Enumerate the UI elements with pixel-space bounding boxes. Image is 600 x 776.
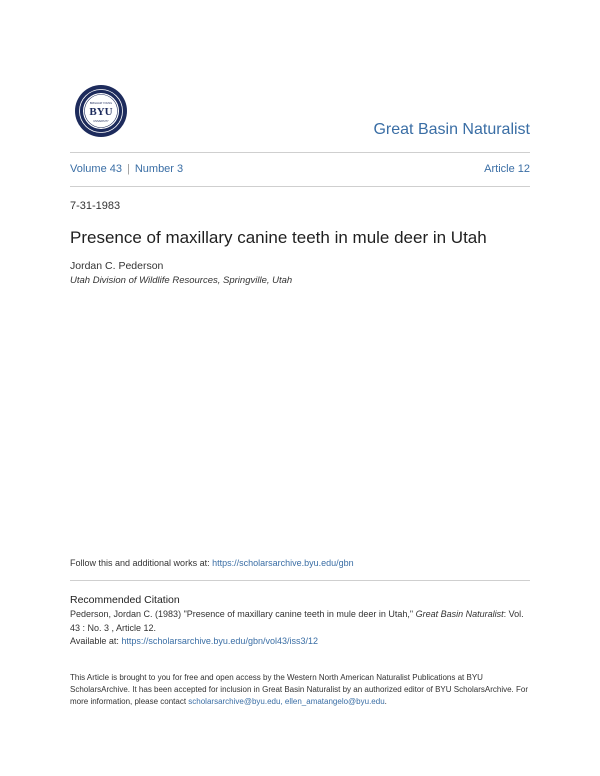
article-url-link[interactable]: https://scholarsarchive.byu.edu/gbn/vol43/iss3/12 (121, 636, 318, 646)
author-name: Jordan C. Pederson (70, 260, 164, 272)
follow-text: Follow this and additional works at: (70, 558, 213, 568)
collection-link[interactable]: https://scholarsarchive.byu.edu/gbn (212, 558, 354, 568)
available-prefix: Available at: (70, 636, 122, 646)
author-affiliation: Utah Division of Wildlife Resources, Springville, Utah (70, 275, 293, 286)
citation-line2: : Vol. 43 : No. 3 , Article 12. (70, 609, 524, 633)
issue-row (70, 163, 530, 175)
number-link[interactable]: Number 3 (134, 163, 184, 175)
recommended-citation-heading: Recommended Citation (70, 594, 180, 606)
citation-line1: Pederson, Jordan C. (1983) "Presence of maxillary canine teeth in mule deer in Utah," (70, 609, 416, 619)
citation-text (70, 608, 532, 649)
journal-name-link[interactable]: Great Basin Naturalist (373, 121, 530, 138)
divider-bottom (70, 186, 530, 187)
citation-journal: Great Basin Naturalist (415, 609, 504, 619)
volume-link[interactable]: Volume 43 (70, 163, 122, 175)
contact-email-link[interactable]: scholarsarchive@byu.edu, ellen_amatangelo@byu.edu (188, 697, 385, 706)
follow-line (70, 558, 354, 568)
notice-text: This Article is brought to you for free and open access by the Western North American Naturalist Publications at BYU ScholarsArchive. It has been accepted for inclusion in Great Basin Naturalist by an authorized editor of BYU ScholarsArchive. For more information, please contact (70, 673, 529, 706)
logo-text: BYU (89, 106, 113, 118)
divider-top (70, 152, 530, 153)
article-link[interactable]: Article 12 (484, 163, 530, 175)
logo-text-bottom: UNIVERSITY (93, 120, 109, 123)
access-notice (70, 672, 532, 708)
notice-end: . (384, 697, 387, 706)
issue-separator: | (126, 163, 130, 175)
logo-text-top: BRIGHAM YOUNG (89, 102, 113, 105)
byu-seal-logo (74, 84, 128, 138)
divider-citation (70, 580, 530, 581)
publication-date: 7-31-1983 (70, 200, 121, 212)
article-title: Presence of maxillary canine teeth in mule deer in Utah (70, 228, 487, 247)
